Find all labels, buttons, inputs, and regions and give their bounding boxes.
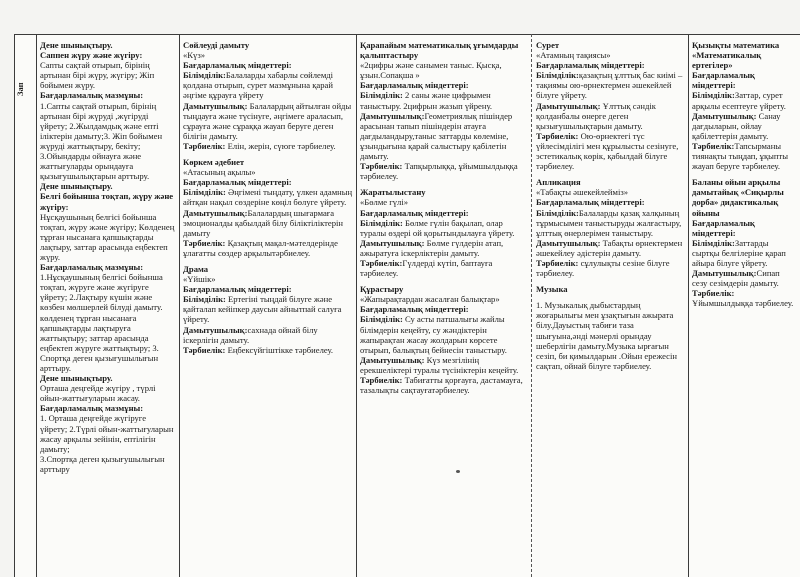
paragraph: «Табақты әшекейлейміз» <box>536 187 629 198</box>
paragraph: «Атасының ақылы» <box>183 167 256 178</box>
section-heading: Бағдарламалық міндеттері: <box>360 80 469 91</box>
section-heading: Бағдарламалық мазмұны: <box>40 90 144 101</box>
section-heading: Драма <box>183 263 209 274</box>
paragraph <box>536 258 684 278</box>
inline-text: Балаларды қазақ халқының тұрмысымен таныстыруды жалғастыру, ұлттық өнерлерімен таныстыру. <box>536 207 682 238</box>
inline-text: Ұйымшылдыққа тәрбиелеу. <box>692 298 794 309</box>
paragraph <box>692 141 796 171</box>
section-heading: Бағдарламалық мазмұны: <box>40 262 144 273</box>
section-heading: Бағдарламалық мазмұны: <box>40 403 144 414</box>
inline-label: Тәрбиелік: <box>183 237 226 248</box>
paragraph: «Күз» <box>183 50 206 61</box>
section-heading: Бағдарламалық міндеттері: <box>536 197 645 208</box>
inline-text: Тапқырлыққа, ұйымшылдыққа тәрбиелеу. <box>360 161 518 182</box>
paragraph: 1.Сапты сақтай отырып, бірінің артынан бірі жүруді ,жүгіруді үйрету; 2.Жылдамдық және епті іліктерін дамыту;3. Жіп бойымен жүруді жаттықтыру, бекіту; 3.Ойындарды ойнауға және жаттығуларды орындауға қызығушылықтарын арттыру. <box>40 100 163 182</box>
paragraph: «2цифры және санымен таныс. Қысқа, ұзын.Сопақша » <box>360 60 502 81</box>
inline-text: Қазақтың мақал-мәтелдерінде ұлағатты сөздер арқылытәрбиелеу. <box>183 237 338 258</box>
column-fun-math-game <box>692 40 796 308</box>
inline-text: Ертегіні тыңдай білуге және қайталап кейіпкер даусын айнытпай салуға үйрету. <box>183 294 342 325</box>
column-physical-education <box>40 40 175 474</box>
paragraph <box>183 208 353 238</box>
section-heading: Бағдарламалық міндеттері: <box>360 207 469 218</box>
inline-text: 2 саны және цифрымен таныстыру. 2цифрын жазып үйрену. <box>360 90 493 111</box>
inline-text: Тапсырманы тиянақты тыңдап, ұқыпты жауап беруге тәрбиелеу. <box>692 140 789 172</box>
inline-label: Тәрбиелік: <box>536 257 579 268</box>
column-divider <box>179 34 180 577</box>
inline-text: Балаларды хабарлы сөйлемді қолдана отырып, сурет мазмұнына қарай әңгіме құрауға үйрету <box>183 70 334 101</box>
inline-text: Заттарды сыртқы белгілеріне қарап айыра білуге үйрету. <box>692 237 786 268</box>
paragraph <box>360 314 527 354</box>
column-divider <box>356 34 357 577</box>
paragraph: «Атамның тақиясы» <box>536 50 611 61</box>
inline-label: Білімділік: <box>183 70 226 81</box>
section-heading: Сөйлеуді дамыту <box>183 40 250 50</box>
inline-text: Сипап сезу сезімдерін дамыту. <box>692 268 780 289</box>
paragraph <box>183 345 353 355</box>
inline-label: Тәрбиелік: <box>692 140 735 151</box>
section-heading: Көркем әдебиет <box>183 157 245 168</box>
inline-label: Тәрбиелік: <box>360 375 403 385</box>
paragraph <box>360 111 527 161</box>
paragraph <box>183 141 353 151</box>
paragraph: 3.Спортқа деген қызығушылығын арттыру <box>40 453 165 474</box>
section-heading: Бағдарламалық міндеттері: <box>692 217 755 238</box>
inline-text: Балалардың айтылған ойды тыңдауға және түсінуге, әңгімеге араласып, сұрауға және сұраққа жауап беруге деген білігін дамыту. <box>183 100 352 141</box>
section-heading: Музыка <box>536 284 568 295</box>
section-heading: Дене шынықтыру. <box>40 181 113 192</box>
paragraph <box>692 90 796 110</box>
inline-text: сахнада ойнай білу іскерлігін дамыту. <box>183 324 318 345</box>
paragraph <box>183 325 353 345</box>
inline-label: Білімділік: <box>183 294 226 305</box>
paragraph <box>183 187 353 207</box>
section-heading: Бағдарламалық міндеттері: <box>536 60 645 71</box>
schedule-table <box>14 34 800 577</box>
inline-text: қазақтың ұлттық бас киімі – тақиямы ою-өрнектермен әшекейлей білуге үйрету. <box>536 70 683 101</box>
paragraph: 1. Орташа деңгейде жүгіруге үйрету; 2.Түрлі ойын-жаттығуларын жасау арқылы зейінін, ептілігін дамыту; <box>40 413 174 454</box>
section-heading: Баланы ойын арқылы дамытайық «Сиқырлы дорба» дидактикалық ойыны <box>692 177 784 218</box>
inline-label: Дамытушылық: <box>360 110 425 121</box>
day-label-cell <box>14 34 36 577</box>
inline-label: Дамытушылық: <box>692 268 757 279</box>
section-heading: Дене шынықтыру. <box>40 373 113 384</box>
paragraph: Сапты сақтай отырып, бірінің артынан бірі жүру, жүгіру; Жіп бойымен жүру. <box>40 60 155 91</box>
paragraph <box>360 375 527 395</box>
paragraph <box>183 238 353 258</box>
inline-text: Бөлме гүлін бақылап, олар туралы өздері ой қорытындылауға үйрету. <box>360 217 515 238</box>
inline-text: Елін, жерін, сүюге тәрбиелеу. <box>225 140 336 151</box>
paragraph <box>536 101 684 131</box>
paragraph <box>536 70 684 100</box>
section-heading: Дене шынықтыру. <box>40 40 113 50</box>
paragraph <box>183 294 353 324</box>
paragraph: «Үйшік» <box>183 274 216 285</box>
section-heading: Бағдарламалық міндеттері: <box>692 70 755 91</box>
inline-label: Тәрбиелік: <box>692 288 735 299</box>
section-heading: Бағдарламалық міндеттері: <box>183 60 292 71</box>
inline-label: Дамытушылық: <box>536 100 601 111</box>
paragraph: Орташа деңгейде жүгіру , түрлі ойын-жаттығуларын жасау. <box>40 383 156 404</box>
inline-text: Табиғатты қорғауға, дастамауға, тазалықты сақтауғатәрбиелеу. <box>360 375 523 396</box>
paragraph <box>536 208 684 238</box>
section-heading: Қарапайым математикалық ұғымдарды қалыптастыру <box>360 40 519 61</box>
inline-label: Дамытушылық: <box>183 207 248 218</box>
inline-text: Табақты өрнектермен әшекейлеу әдістерін дамыту. <box>536 237 683 258</box>
paragraph: «Бөлме гүлі» <box>360 197 409 208</box>
inline-label: Білімділік: <box>536 207 579 218</box>
column-divider <box>531 34 532 577</box>
paragraph: Нұсқаушының белгісі бойынша тоқтап, жүру және жүгіру; Көлденең тұрған нысанаға қапшықтарды лақтыру, заттар арасында еңбектеп жүру. <box>40 211 175 262</box>
inline-text: Ұлттық сәндік қолданбалы өнерге деген қызығушылықтарын дамыту. <box>536 100 656 131</box>
inline-text: Заттар, сурет арқылы есептеуге үйрету. <box>692 90 786 111</box>
table-top-border <box>14 34 800 35</box>
inline-label: Білімділік: <box>360 90 403 101</box>
scan-speck <box>456 470 460 473</box>
inline-text: Санау дағдыларын, ойлау қабілеттерін дамыту. <box>692 110 781 141</box>
paragraph <box>692 268 796 288</box>
inline-text: сұлулықты сезіне білуге тәрбиелеу. <box>536 257 670 279</box>
section-heading: Жаратылыстану <box>360 187 426 198</box>
paragraph <box>183 70 353 100</box>
paragraph <box>360 238 527 258</box>
section-heading: Бағдарламалық міндеттері: <box>183 284 292 295</box>
inline-label: Тәрбиелік: <box>183 140 226 151</box>
paragraph: «Жапырақтардан жасалған балықтар» <box>360 294 500 305</box>
section-heading: Белгі бойынша тоқтап, жүру және жүгіру: <box>40 191 174 212</box>
inline-label: Тәрбиелік: <box>536 130 579 141</box>
paragraph <box>183 101 353 141</box>
inline-label: Білімділік: <box>183 187 226 198</box>
section-heading: Құрастыру <box>360 284 404 295</box>
inline-label: Тәрбиелік: <box>360 161 403 172</box>
section-heading: Апликация <box>536 177 581 188</box>
inline-label: Дамытушылық: <box>360 354 425 365</box>
paragraph: 1. Музыкалық дыбыстардың жоғарылығы мен ұзақтығын ажырата білу.Дауыстың табиғи таза шығуына,әнді мәнерлі орындау шеберлігін дамыту.Музыка ырғағын сезіп, би қимылдарын .Ойын ережесін сақтап, ойнай білуге тәрбиелеу. <box>536 300 677 371</box>
inline-text: Бөлме гүлдерін атап, ажыратуға іскерліктерін дамыту. <box>360 237 504 258</box>
inline-text: Еңбексүйгіштікке тәрбиелеу. <box>225 344 334 355</box>
paragraph <box>692 288 796 308</box>
inline-text: Геометриялық пішіндер арасынан тапып пішіндерін атауға дағдыландыру,таныс заттарды көлеміне, ұзындығына қарай салыстыру қабілетін дамыту. <box>360 110 513 162</box>
paragraph <box>360 218 527 238</box>
column-math-nature-construction <box>360 40 527 395</box>
inline-text: Әңгімені тыңдату, үлкен адамның айтқан нақыл сөздеріне көңіл бөлуге үйрету. <box>183 187 353 208</box>
paragraph: 1.Нұсқаушының белгісі бойынша тоқтап, жүруге және жүгіруге үйрету; 2.Лақтыру күшін және көзбен мөлшерлей білуді дамыту. көлденең тұрған нысанаға қапшықтарды лақтыруға жаттықтыру; заттар арасында еңбектеп жүруге жаттықтыру; 3. Спортқа деген қызығушылығын арттыру. <box>40 272 163 373</box>
inline-label: Білімділік: <box>360 217 403 228</box>
inline-label: Дамытушылық: <box>360 237 425 248</box>
paragraph <box>360 355 527 375</box>
paragraph <box>360 258 527 278</box>
inline-text: Ою-өрнектегі түс үйлесімділігі мен құрылысты сезінуге, эстетикалық көрік, қабылдай білуге тәрбиелеу. <box>536 130 679 172</box>
column-drawing-applique-music <box>536 40 684 371</box>
inline-text: Гүлдерді күтіп, баптауға тәрбиелеу. <box>360 257 493 279</box>
paragraph <box>536 238 684 258</box>
section-heading: Қызықты математика «Математикалық ертегілер» <box>692 40 780 71</box>
paragraph <box>360 161 527 181</box>
inline-label: Дамытушылық: <box>183 324 248 335</box>
inline-text: Балалардың шығармаға эмоционалды қабылдай білу біліктіліктерін дамыту <box>183 207 343 238</box>
inline-label: Дамытушылық: <box>183 100 248 111</box>
paragraph <box>692 238 796 268</box>
section-heading: Бағдарламалық міндеттері: <box>183 177 292 188</box>
day-label: Зап <box>15 82 25 96</box>
section-heading: Саппен жүру және жүгіру: <box>40 50 143 61</box>
column-divider <box>36 34 37 577</box>
paragraph <box>692 111 796 141</box>
inline-label: Тәрбиелік: <box>183 344 226 355</box>
section-heading: Бағдарламалық міндеттері: <box>360 304 469 315</box>
inline-label: Тәрбиелік: <box>360 257 403 268</box>
inline-label: Дамытушылық: <box>692 110 757 121</box>
paragraph <box>536 131 684 171</box>
inline-label: Білімділік: <box>536 70 579 81</box>
column-speech-literature-drama <box>183 40 353 355</box>
section-heading: Сурет <box>536 40 560 50</box>
paragraph <box>360 90 527 110</box>
inline-text: Күз мезгілінің ерекшеліктері туралы түсініктерін кеңейту. <box>360 354 519 375</box>
inline-label: Білімділік: <box>692 90 735 101</box>
inline-label: Білімділік: <box>360 314 403 325</box>
inline-label: Дамытушылық: <box>536 237 601 248</box>
inline-text: Су асты патшалығы жайлы білімдерін кеңейту, су жәндіктерін жапырақтан жасау жолдарын көрсете отырып, балықтың бейнесін таныстыру. <box>360 314 507 355</box>
inline-label: Білімділік: <box>692 237 735 248</box>
column-divider <box>688 34 689 577</box>
